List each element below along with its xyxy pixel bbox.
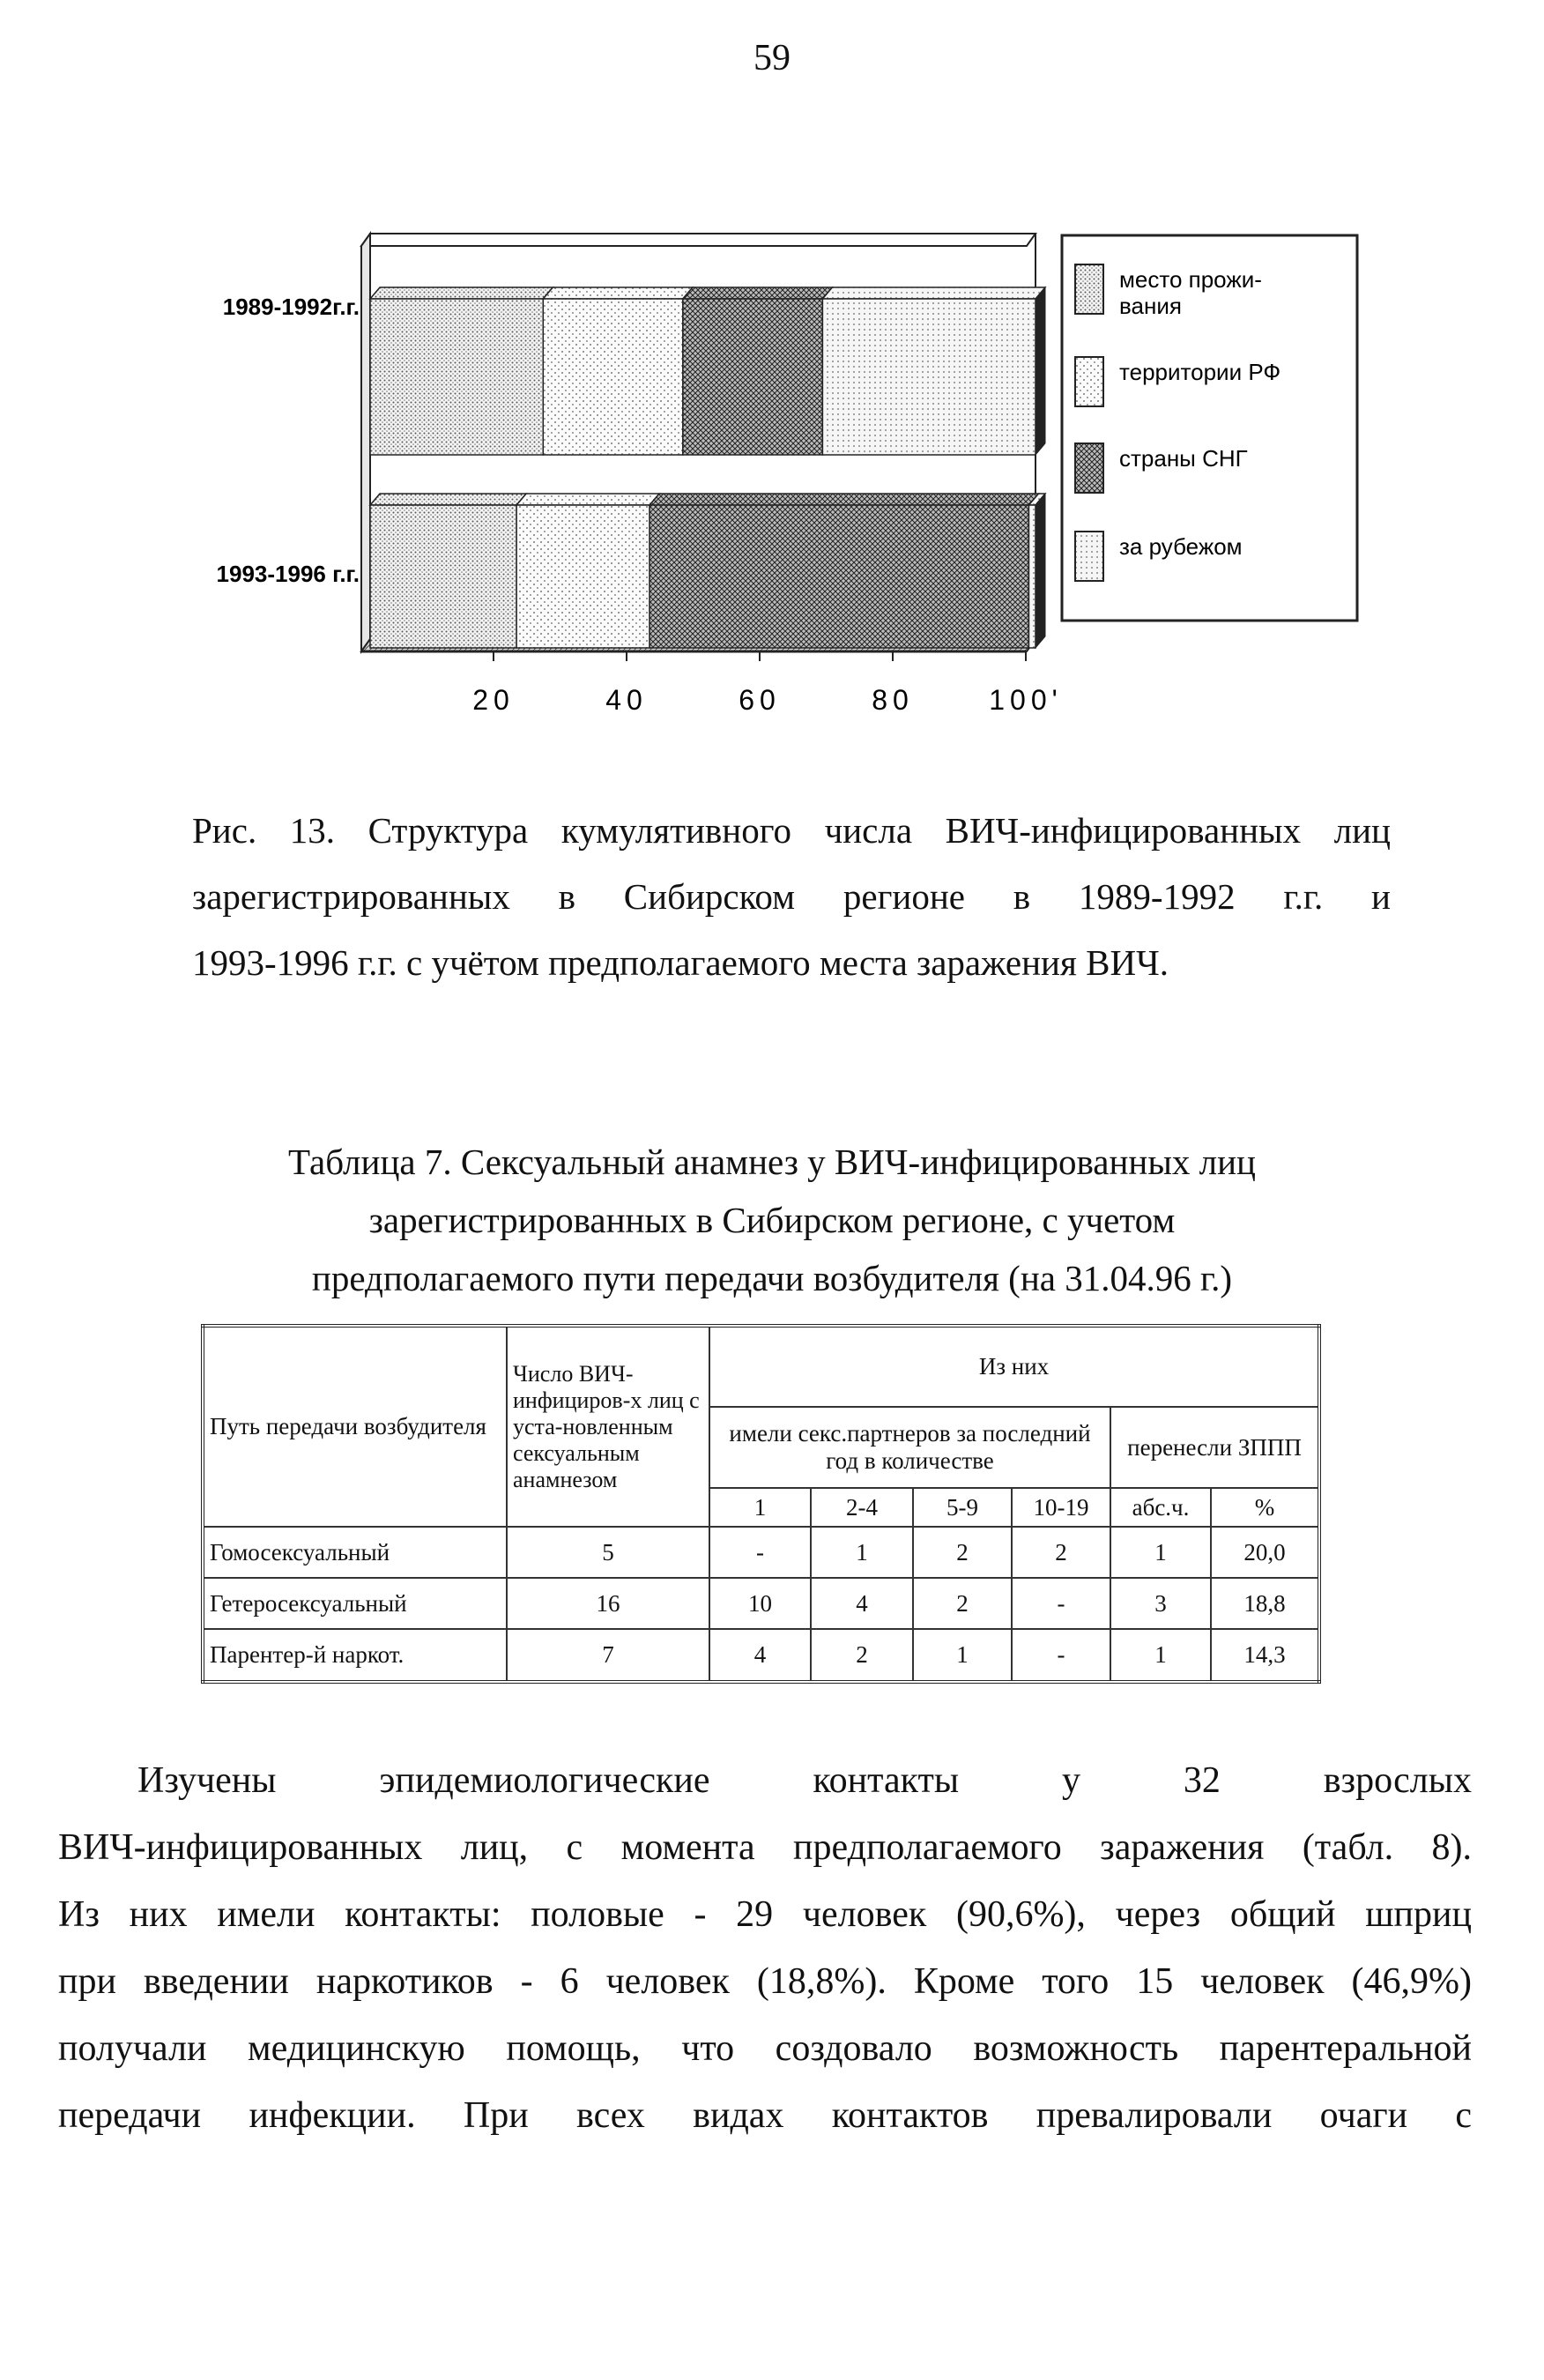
header-p1: 1 [709, 1488, 811, 1527]
cell-p3: 1 [913, 1629, 1012, 1682]
bar-end-face [1036, 494, 1045, 648]
bar-segment [370, 287, 553, 455]
bar-top-face [683, 287, 833, 299]
cell-p4: - [1012, 1629, 1110, 1682]
header-p2: 2-4 [811, 1488, 913, 1527]
header-of-them: Из них [709, 1326, 1319, 1407]
bar-top-face [370, 287, 553, 299]
cell-p1: 4 [709, 1629, 811, 1682]
cell-count: 5 [507, 1527, 709, 1578]
cell-p2: 2 [811, 1629, 913, 1682]
table-row [203, 1578, 1319, 1629]
bars-layer [370, 287, 1045, 648]
bar-top-face [516, 494, 659, 505]
bar-end-face [1036, 287, 1045, 455]
paragraph-line: получали медицинскую помощь, что создовало возможность парентеральной [58, 2028, 1472, 2069]
cell-pct: 18,8 [1211, 1578, 1319, 1629]
bar-top-face [370, 494, 526, 505]
category-labels [217, 294, 360, 587]
page-number: 59 [753, 38, 791, 78]
x-tick-label: 40 [605, 684, 648, 716]
bar-segment [650, 494, 1038, 648]
caption-line: зарегистрированных в Сибирском регионе в 1989-1992 г.г. и [192, 876, 1391, 917]
paragraph-line: передачи инфекции. При всех видах контактов превалировали очаги с [58, 2095, 1472, 2136]
caption-line: 1993-1996 г.г. с учётом предполагаемого места заражения ВИЧ. [192, 942, 1169, 983]
bar-front-face [370, 505, 516, 648]
cell-p2: 4 [811, 1578, 913, 1629]
legend-label: территории РФ [1119, 359, 1281, 385]
cell-abs: 1 [1110, 1629, 1211, 1682]
x-tick-label: 60 [739, 684, 781, 716]
table-header-row [203, 1326, 1319, 1407]
x-tick-label: 100' [989, 684, 1063, 716]
table-row [203, 1527, 1319, 1578]
caption-line: Рис. 13. Структура кумулятивного числа ВИЧ-инфицированных лиц [192, 810, 1391, 851]
bar-segment [516, 494, 659, 648]
legend-label: страны СНГ [1119, 445, 1248, 472]
bar-front-face [683, 299, 823, 455]
bar-top-face [543, 287, 693, 299]
cell-p3: 2 [913, 1527, 1012, 1578]
cell-route: Парентер-й наркот. [203, 1629, 507, 1682]
cell-p1: - [709, 1527, 811, 1578]
cell-p4: - [1012, 1578, 1110, 1629]
x-tick-label: 80 [872, 684, 914, 716]
bar-front-face [516, 505, 650, 648]
figure-caption [192, 798, 1391, 996]
header-partners: имели секс.партнеров за последний год в количестве [709, 1407, 1110, 1488]
paragraph-line: ВИЧ-инфицированных лиц, с момента предполагаемого заражения (табл. 8). [58, 1827, 1472, 1868]
category-label: 1989-1992г.г. [222, 294, 360, 320]
bar-top-face [650, 494, 1038, 505]
bar-front-face [650, 505, 1028, 648]
x-tick-label: 20 [472, 684, 515, 716]
legend-swatch [1075, 264, 1103, 314]
legend-label: за рубежом [1119, 533, 1243, 560]
bar-front-face [822, 299, 1036, 455]
stacked-bar-chart [159, 216, 1375, 745]
table-title-line: предполагаемого пути передачи возбудителя (на 31.04.96 г.) [311, 1258, 1233, 1298]
cell-abs: 3 [1110, 1578, 1211, 1629]
cell-p4: 2 [1012, 1527, 1110, 1578]
cell-route: Гомосексуальный [203, 1527, 507, 1578]
cell-route: Гетеросексуальный [203, 1578, 507, 1629]
header-route: Путь передачи возбудителя [203, 1326, 507, 1527]
bar-front-face [1028, 505, 1036, 648]
table-title-line: Таблица 7. Сексуальный анамнез у ВИЧ-инфицированных лиц [288, 1142, 1256, 1182]
header-p4: 10-19 [1012, 1488, 1110, 1527]
legend-swatch [1075, 357, 1103, 406]
legend-swatch [1075, 443, 1103, 493]
bar-top-face [822, 287, 1045, 299]
data-table [201, 1324, 1321, 1684]
paragraph-line: Изучены эпидемиологические контакты у 32 взрослых [137, 1760, 1472, 1801]
legend-label: место прожи- [1119, 266, 1262, 293]
cell-abs: 1 [1110, 1527, 1211, 1578]
legend [1062, 235, 1357, 621]
bar-front-face [543, 299, 683, 455]
header-p3: 5-9 [913, 1488, 1012, 1527]
legend-label: вания [1119, 293, 1182, 319]
body-paragraph [58, 1747, 1472, 2149]
cell-pct: 14,3 [1211, 1629, 1319, 1682]
cell-count: 16 [507, 1578, 709, 1629]
cell-p1: 10 [709, 1578, 811, 1629]
cell-p3: 2 [913, 1578, 1012, 1629]
bar-front-face [370, 299, 543, 455]
table-title [0, 1133, 1544, 1307]
header-stds: перенесли ЗППП [1110, 1407, 1319, 1488]
legend-swatch [1075, 532, 1103, 581]
bar-segment [543, 287, 693, 455]
cell-count: 7 [507, 1629, 709, 1682]
table-title-line: зарегистрированных в Сибирском регионе, с учетом [368, 1200, 1176, 1240]
paragraph-line: при введении наркотиков - 6 человек (18,8%). Кроме того 15 человек (46,9%) [58, 1961, 1472, 2002]
category-label: 1993-1996 г.г. [216, 561, 360, 587]
bar-segment [822, 287, 1045, 455]
table-row [203, 1629, 1319, 1682]
cell-p2: 1 [811, 1527, 913, 1578]
cell-pct: 20,0 [1211, 1527, 1319, 1578]
bar-segment [370, 494, 526, 648]
header-pct: % [1211, 1488, 1319, 1527]
header-abs: абс.ч. [1110, 1488, 1211, 1527]
paragraph-line: Из них имели контакты: половые - 29 человек (90,6%), через общий шприц [58, 1894, 1472, 1935]
bar-segment [683, 287, 833, 455]
header-count: Число ВИЧ-инфициров-х лиц с уста-новленным сексуальным анамнезом [507, 1326, 709, 1527]
x-axis [472, 651, 1063, 716]
